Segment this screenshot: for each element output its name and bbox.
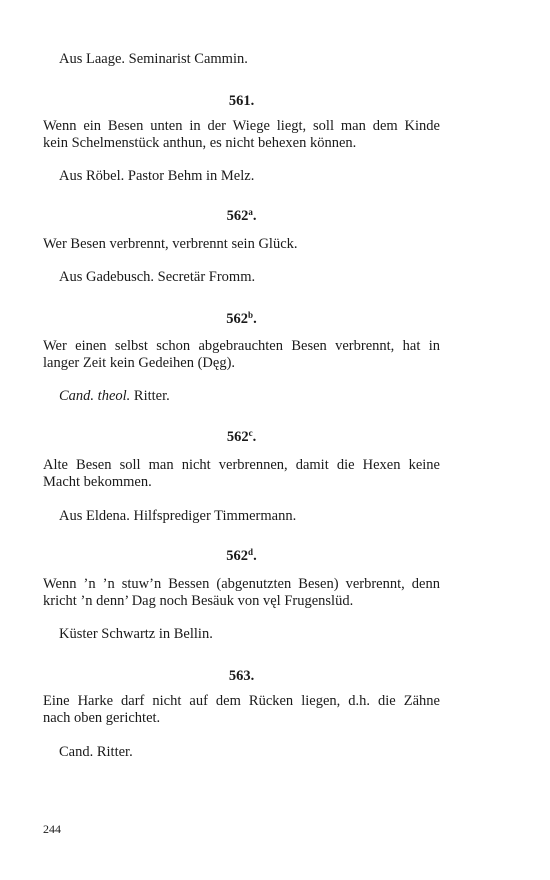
- source-line: Cand. theol. Ritter.: [59, 388, 170, 404]
- entry-number: 563.: [228, 668, 255, 684]
- entry-number: 562$^a$.: [226, 207, 257, 224]
- source-line: Aus Eldena. Hilfsprediger Timmermann.: [59, 508, 297, 524]
- source-line: Aus Gadebusch. Secretär Fromm.: [59, 269, 256, 285]
- source-line: Aus Laage. Seminarist Cammin.: [59, 51, 248, 67]
- source-line: Küster Schwartz in Bellin.: [59, 626, 213, 642]
- entry-number-sup: d: [248, 547, 254, 557]
- entry-number: 562$^d$.: [226, 547, 257, 564]
- entry-number-sup: c: [248, 428, 253, 438]
- entry-number-sup: b: [248, 310, 254, 320]
- page-number: 244: [43, 822, 61, 836]
- entry-text-line: Wer Besen verbrennt, verbrennt sein Glück.: [43, 236, 298, 252]
- entry-number: 562$^c$.: [226, 428, 257, 445]
- entry-text-line: Alte Besen soll man nicht verbrennen, damit die Hexen keine: [43, 457, 440, 473]
- entry-text-line: langer Zeit kein Gedeihen (Dęg).: [43, 355, 236, 371]
- entry-text-line: Eine Harke darf nicht auf dem Rücken liegen, d.h. die Zähne: [43, 693, 440, 709]
- entry-number: 561.: [228, 93, 255, 109]
- entry-text-line: Wer einen selbst schon abgebrauchten Besen verbrennt, hat in: [43, 338, 440, 354]
- source-line: Aus Röbel. Pastor Behm in Melz.: [59, 168, 255, 184]
- entry-text-line: Wenn ’n ’n stuw’n Bessen (abgenutzten Besen) verbrennt, denn: [43, 576, 440, 592]
- source-line: Cand. Ritter.: [59, 744, 133, 760]
- entry-number-sup: a: [248, 207, 253, 217]
- entry-text-line: Wenn ein Besen unten in der Wiege liegt, soll man dem Kinde: [43, 118, 440, 134]
- entry-text-line: kein Schelmenstück anthun, es nicht behexen können.: [43, 135, 357, 151]
- entry-number: 562$^b$.: [226, 310, 257, 327]
- entry-text-line: nach oben gerichtet.: [43, 710, 161, 726]
- source-italic: Cand. theol.: [59, 388, 131, 404]
- entry-text-line: Macht bekommen.: [43, 474, 152, 490]
- entry-text-line: kricht ’n denn’ Dag noch Besäuk von vęl Frugenslüd.: [43, 593, 354, 609]
